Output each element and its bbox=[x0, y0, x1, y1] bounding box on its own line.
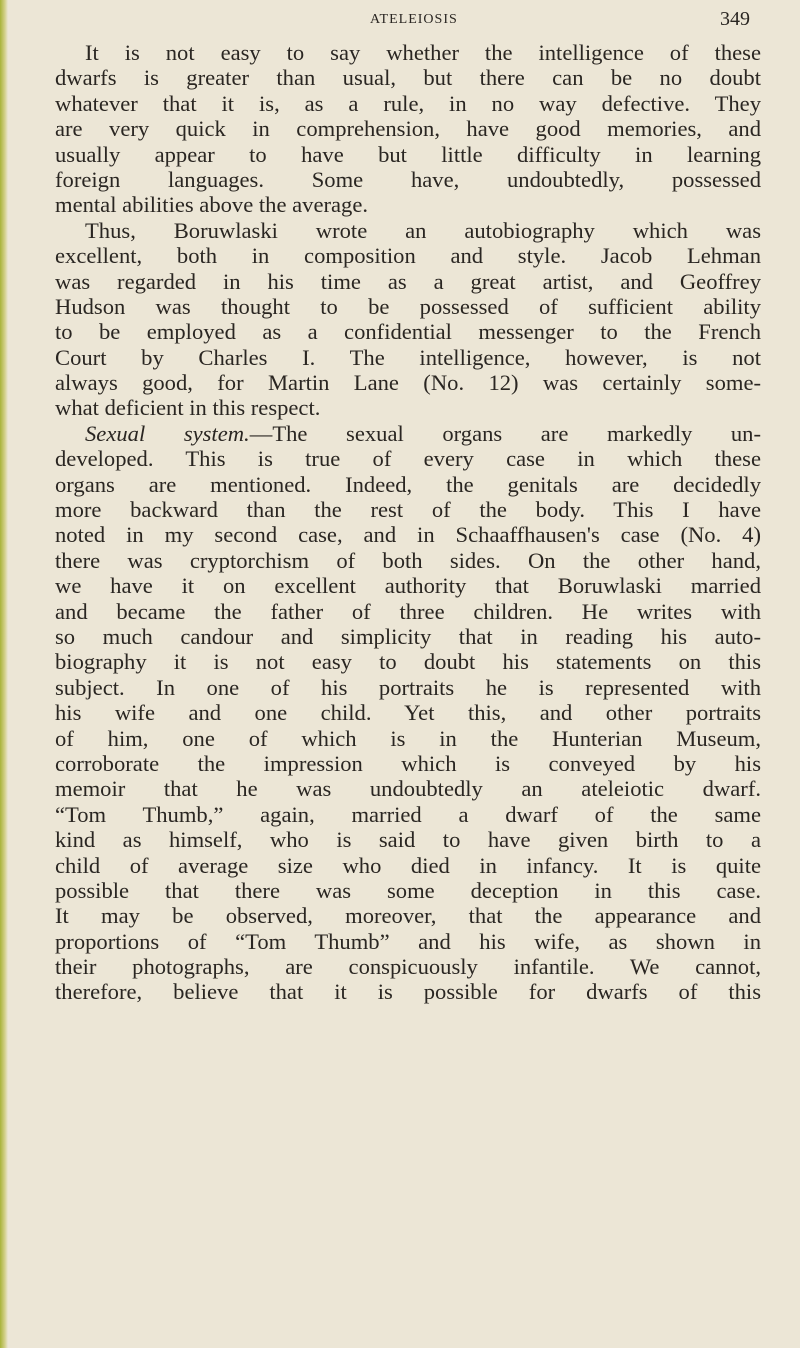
text-line: proportions of “Tom Thumb” and his wife, as shown in bbox=[55, 928, 761, 954]
text-line: foreign languages. Some have, undoubtedly, possessed bbox=[55, 166, 761, 192]
text-line: corroborate the impression which is conveyed by his bbox=[55, 750, 761, 776]
section-heading: Sexual system. bbox=[85, 420, 250, 446]
text-line: biography it is not easy to doubt his statements on this bbox=[55, 649, 761, 675]
text-line: more backward than the rest of the body. This I have bbox=[55, 497, 761, 523]
text-line: to be employed as a confidential messenger to the French bbox=[55, 319, 761, 345]
text-line: was regarded in his time as a great artist, and Geoffrey bbox=[55, 268, 761, 294]
text-line: possible that there was some deception in this case. bbox=[55, 877, 761, 903]
text-line: developed. This is true of every case in which these bbox=[55, 446, 761, 472]
text-line: memoir that he was undoubtedly an ateleiotic dwarf. bbox=[55, 776, 761, 802]
text-line: “Tom Thumb,” again, married a dwarf of the same bbox=[55, 801, 761, 827]
text-line: therefore, believe that it is possible for dwarfs of this bbox=[55, 979, 761, 1005]
page-edge bbox=[0, 0, 8, 1348]
text-line bbox=[55, 421, 761, 446]
text-line: are very quick in comprehension, have good memories, and bbox=[55, 116, 761, 142]
page-header bbox=[0, 8, 800, 34]
text-line: whatever that it is, as a rule, in no way defective. They bbox=[55, 90, 761, 116]
running-head: ATELEIOSIS bbox=[370, 12, 458, 27]
text-line: his wife and one child. Yet this, and other portraits bbox=[55, 700, 761, 726]
text-line: so much candour and simplicity that in reading his auto- bbox=[55, 623, 761, 649]
text-line: mental abilities above the average. bbox=[55, 192, 369, 218]
text-line: dwarfs is greater than usual, but there can be no doubt bbox=[55, 65, 761, 91]
text-line: always good, for Martin Lane (No. 12) was certainly some- bbox=[55, 370, 761, 396]
text-line: organs are mentioned. Indeed, the genitals are decidedly bbox=[55, 471, 761, 497]
text-line-content: —The sexual organs are markedly un- bbox=[249, 420, 762, 446]
text-line: what deficient in this respect. bbox=[55, 395, 321, 421]
page-number: 349 bbox=[720, 8, 750, 30]
text-line: subject. In one of his portraits he is represented with bbox=[55, 674, 761, 700]
text-line: Hudson was thought to be possessed of sufficient ability bbox=[55, 293, 761, 319]
text-line: It may be observed, moreover, that the appearance and bbox=[55, 903, 761, 929]
text-line: kind as himself, who is said to have given birth to a bbox=[55, 827, 761, 853]
text-line: It is not easy to say whether the intelligence of these bbox=[85, 40, 761, 65]
text-line: Court by Charles I. The intelligence, however, is not bbox=[55, 344, 761, 370]
text-line: there was cryptorchism of both sides. On the other hand, bbox=[55, 547, 761, 573]
text-line: excellent, both in composition and style. Jacob Lehman bbox=[55, 243, 761, 269]
text-line: we have it on excellent authority that Boruwlaski married bbox=[55, 573, 761, 599]
text-line: noted in my second case, and in Schaaffhausen's case (No. 4) bbox=[55, 522, 761, 548]
text-line: and became the father of three children. He writes with bbox=[55, 598, 761, 624]
text-line: child of average size who died in infancy. It is quite bbox=[55, 852, 761, 878]
text-line: usually appear to have but little difficulty in learning bbox=[55, 141, 761, 167]
text-line: Thus, Boruwlaski wrote an autobiography which was bbox=[85, 217, 761, 243]
text-line: their photographs, are conspicuously infantile. We cannot, bbox=[55, 954, 761, 980]
body-text bbox=[55, 40, 761, 1005]
text-line: of him, one of which is in the Hunterian Museum, bbox=[55, 725, 761, 751]
